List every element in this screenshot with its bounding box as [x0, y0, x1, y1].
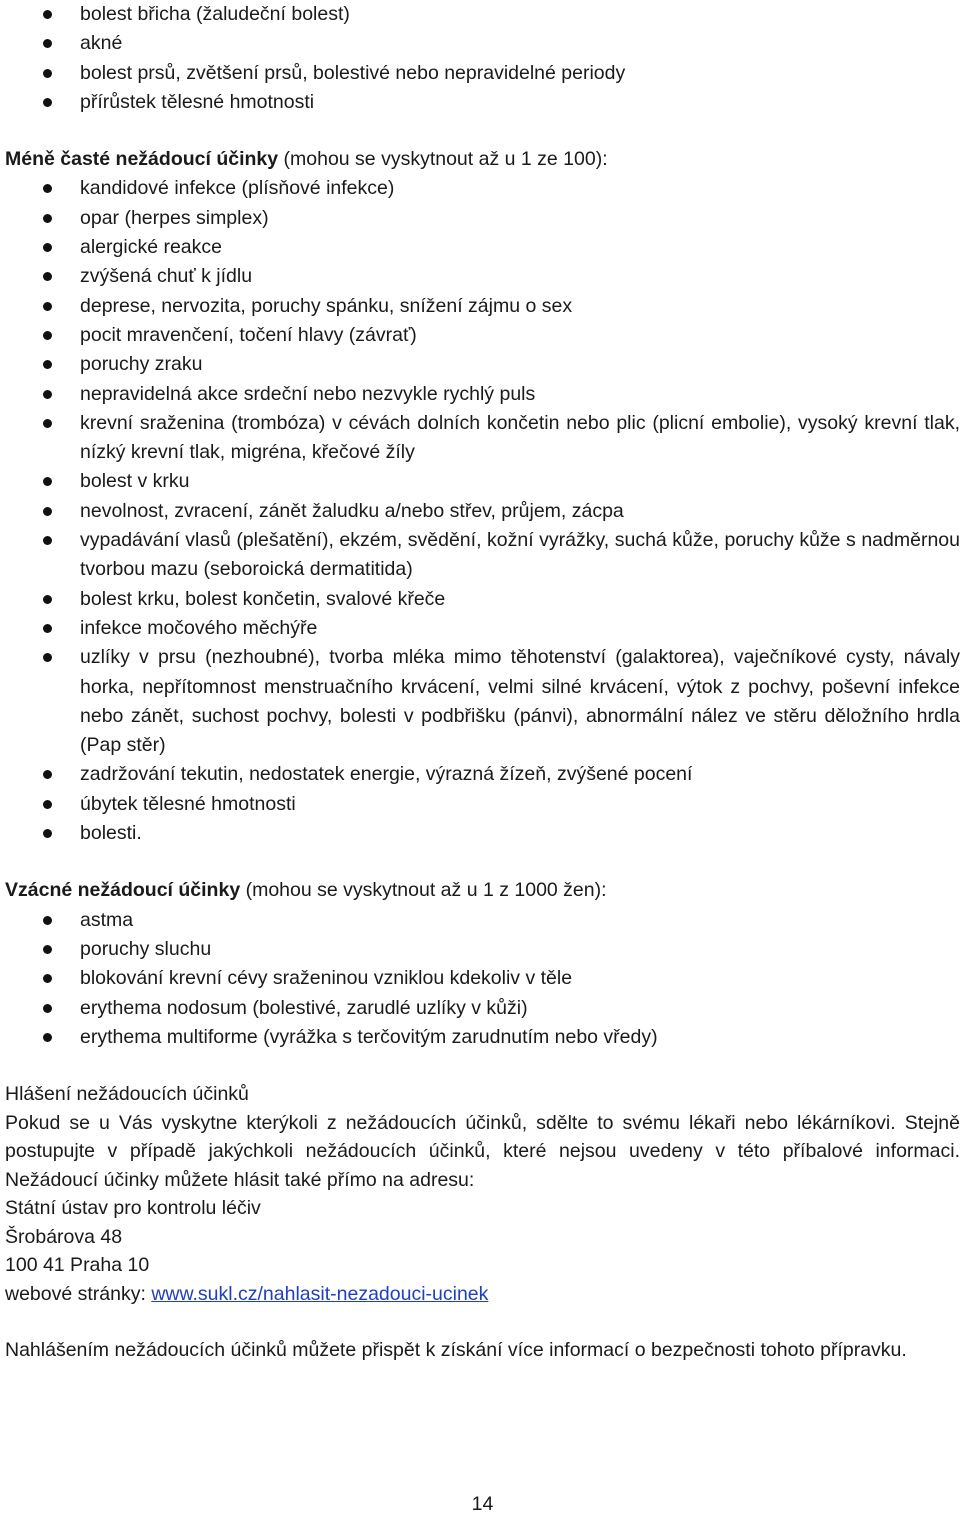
bullet-icon [43, 331, 52, 340]
list-item [5, 29, 960, 58]
list-item-text: bolest krku, bolest končetin, svalové křeče [80, 587, 446, 610]
list-item-text: pocit mravenčení, točení hlavy (závrať) [80, 323, 417, 346]
bullet-icon [43, 184, 52, 193]
bullet-icon [43, 916, 52, 925]
list-item [5, 233, 960, 262]
list-item [5, 59, 960, 88]
list-item [5, 526, 960, 585]
document-page [5, 0, 960, 1365]
bullet-icon [43, 595, 52, 604]
bullet-icon [43, 829, 52, 838]
bullet-icon [43, 39, 52, 48]
rare-heading [5, 876, 960, 905]
list-item [5, 790, 960, 819]
list-item-text: blokování krevní cévy sraženinou vzniklou kdekoliv v těle [80, 967, 573, 990]
address-line-street: Šrobárova 48 [5, 1225, 123, 1248]
list-item-text: nevolnost, zvracení, zánět žaludku a/nebo střev, průjem, zácpa [80, 499, 624, 522]
list-item [5, 760, 960, 789]
list-item [5, 819, 960, 848]
list-item-text: krevní sraženina (trombóza) v cévách dolních končetin nebo plic (plicní embolie), vysoký krevní tlak, nízký krevní tlak, migréna, křečové žíly [80, 411, 960, 464]
list-item [5, 262, 960, 291]
uncommon-heading-rest: (mohou se vyskytnout až u 1 ze 100): [278, 148, 608, 171]
list-item [5, 994, 960, 1023]
bullet-icon [43, 477, 52, 486]
list-item-text: bolesti. [80, 822, 142, 845]
list-item [5, 906, 960, 935]
bullet-icon [43, 536, 52, 545]
list-item-text: zadržování tekutin, nedostatek energie, výrazná žízeň, zvýšené pocení [80, 763, 693, 786]
uncommon-side-effects-list [5, 174, 960, 848]
list-item [5, 88, 960, 117]
reporting-title: Hlášení nežádoucích účinků [5, 1083, 249, 1106]
list-item [5, 614, 960, 643]
bullet-icon [43, 10, 52, 19]
list-item [5, 964, 960, 993]
bullet-icon [43, 1004, 52, 1013]
list-item [5, 292, 960, 321]
address-line-institution: Státní ústav pro kontrolu léčiv [5, 1197, 261, 1220]
bullet-icon [43, 69, 52, 78]
bullet-icon [43, 272, 52, 281]
list-item [5, 497, 960, 526]
list-item [5, 0, 960, 29]
page-number: 14 [471, 1493, 494, 1515]
bullet-icon [43, 974, 52, 983]
list-item-text: bolest v krku [80, 470, 190, 493]
address-line-city: 100 41 Praha 10 [5, 1254, 150, 1277]
bullet-icon [43, 302, 52, 311]
list-item-text: kandidové infekce (plísňové infekce) [80, 177, 395, 200]
list-item [5, 409, 960, 468]
bullet-icon [43, 214, 52, 223]
bullet-icon [43, 624, 52, 633]
rare-heading-bold: Vzácné nežádoucí účinky [5, 879, 241, 902]
list-item-text: poruchy sluchu [80, 937, 212, 960]
bullet-icon [43, 360, 52, 369]
list-item-text: erythema multiforme (vyrážka s terčovitým zarudnutím nebo vředy) [80, 1025, 658, 1048]
list-item-text: bolest prsů, zvětšení prsů, bolestivé nebo nepravidelné periody [80, 61, 626, 84]
list-item-text: opar (herpes simplex) [80, 206, 269, 229]
bullet-icon [43, 800, 52, 809]
rare-heading-rest: (mohou se vyskytnout až u 1 z 1000 žen): [240, 879, 607, 902]
list-item [5, 585, 960, 614]
list-item [5, 1023, 960, 1052]
closing-paragraph: Nahlášením nežádoucích účinků můžete přispět k získání více informací o bezpečnosti tohoto přípravku. [5, 1339, 907, 1362]
bullet-icon [43, 1033, 52, 1042]
list-item [5, 204, 960, 233]
list-item-text: poruchy zraku [80, 353, 203, 376]
list-item [5, 643, 960, 760]
uncommon-heading-bold: Méně časté nežádoucí účinky [5, 148, 279, 171]
bullet-icon [43, 419, 52, 428]
list-item-text: bolest břicha (žaludeční bolest) [80, 3, 350, 25]
list-item-text: úbytek tělesné hmotnosti [80, 792, 296, 815]
list-item [5, 350, 960, 379]
list-item-text: akné [80, 32, 123, 55]
list-item-text: zvýšená chuť k jídlu [80, 265, 253, 288]
website-link[interactable]: www.sukl.cz/nahlasit-nezadouci-ucinek [151, 1282, 489, 1305]
list-item-text: uzlíky v prsu (nezhoubné), tvorba mléka mimo těhotenství (galaktorea), vaječníkové cysty, návaly horka, nepřítomnost menstruačního krvácení, velmi silné krvácení, výtok z pochvy, poševní infekce nebo zánět, suchost pochvy, bolesti v podbřišku (pánvi), abnormální nález ve stěru děložního hrdla (Pap stěr) [80, 646, 960, 757]
list-item [5, 935, 960, 964]
list-item-text: alergické reakce [80, 236, 222, 259]
list-item [5, 380, 960, 409]
list-item [5, 174, 960, 203]
rare-side-effects-list [5, 906, 960, 1052]
bullet-icon [43, 653, 52, 662]
list-item-text: přírůstek tělesné hmotnosti [80, 90, 315, 113]
list-item [5, 321, 960, 350]
bullet-icon [43, 507, 52, 516]
reporting-paragraph: Pokud se u Vás vyskytne kterýkoli z nežádoucích účinků, sdělte to svému lékaři nebo lékárníkovi. Stejně postupujte v případě jakýchkoli nežádoucích účinků, které nejsou uvedeny v této příbalové informaci. Nežádoucí účinky můžete hlásit také přímo na adresu: [5, 1111, 960, 1191]
list-item-text: infekce močového měchýře [80, 616, 318, 639]
bullet-icon [43, 945, 52, 954]
list-item-text: erythema nodosum (bolestivé, zarudlé uzlíky v kůži) [80, 996, 528, 1019]
uncommon-heading [5, 145, 960, 174]
website-label: webové stránky: [5, 1282, 152, 1305]
bullet-icon [43, 243, 52, 252]
list-item [5, 467, 960, 496]
bullet-icon [43, 770, 52, 779]
list-item-text: vypadávání vlasů (plešatění), ekzém, svědění, kožní vyrážky, suchá kůže, poruchy kůže s nadměrnou tvorbou mazu (seboroická dermatitida) [80, 529, 960, 581]
top-side-effects-list [5, 0, 960, 117]
list-item-text: deprese, nervozita, poruchy spánku, snížení zájmu o sex [80, 294, 573, 317]
list-item-text: nepravidelná akce srdeční nebo nezvykle rychlý puls [80, 382, 536, 405]
list-item-text: astma [80, 908, 134, 931]
bullet-icon [43, 390, 52, 399]
bullet-icon [43, 98, 52, 107]
website-line [5, 1280, 960, 1309]
